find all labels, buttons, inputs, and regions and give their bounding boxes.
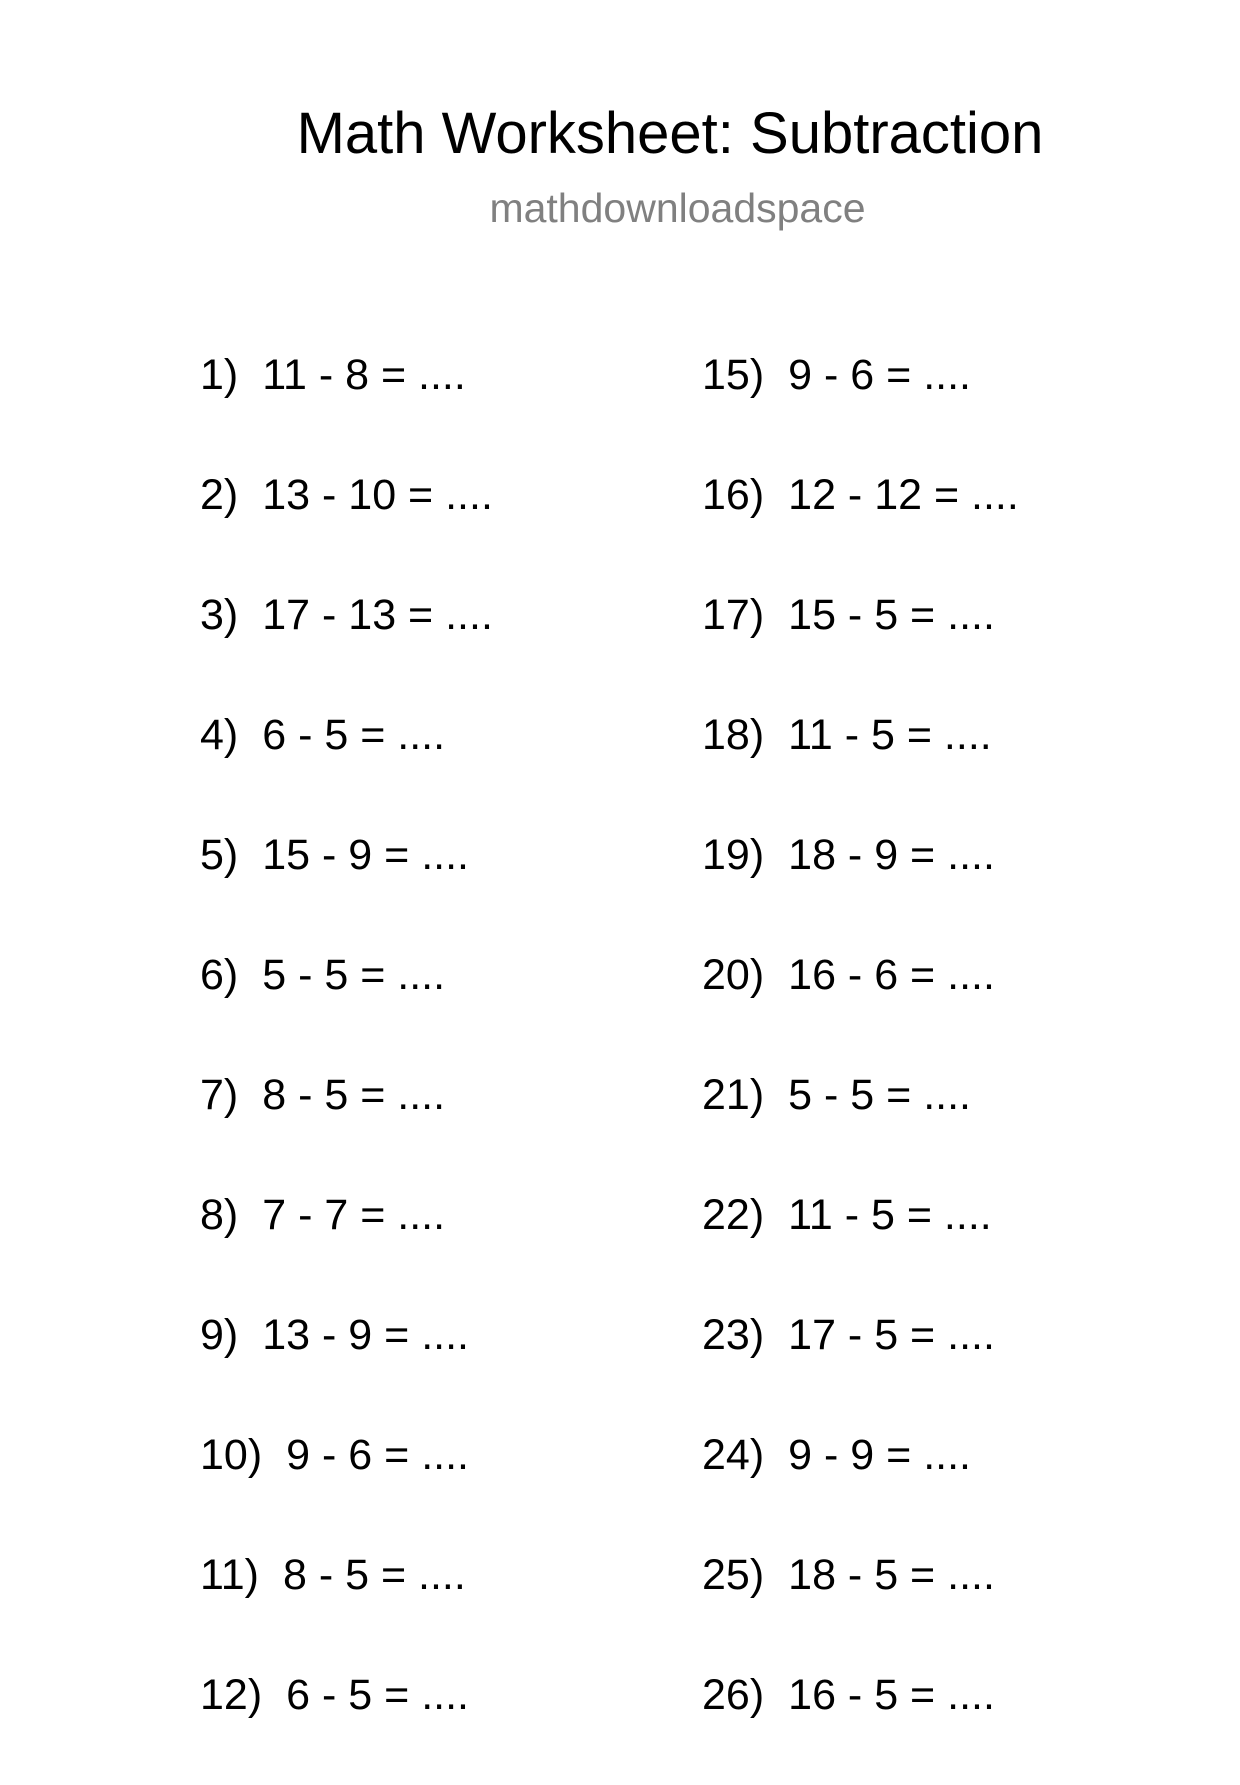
problem-number: 25)	[702, 1551, 765, 1599]
problem-expression: 8 - 5 = ....	[282, 1551, 466, 1599]
problem-number: 21)	[702, 1071, 765, 1119]
problem-number: 9)	[200, 1311, 239, 1359]
problem-item	[702, 825, 1019, 945]
problem-number: 26)	[702, 1671, 765, 1719]
problem-number: 2)	[200, 471, 239, 519]
problem-expression: 11 - 8 = ....	[262, 351, 466, 399]
problem-item	[200, 1065, 493, 1185]
problem-number: 22)	[702, 1191, 765, 1239]
problem-number: 3)	[200, 591, 239, 639]
problem-expression: 17 - 5 = ....	[788, 1311, 995, 1359]
problem-expression: 13 - 10 = ....	[262, 471, 493, 519]
problem-item	[702, 465, 1019, 585]
problem-item	[702, 1545, 1019, 1665]
problem-item	[702, 1425, 1019, 1545]
problem-item	[200, 1185, 493, 1305]
problem-column-right	[702, 345, 1019, 1785]
problem-item	[200, 1545, 493, 1665]
problem-number: 7)	[200, 1071, 239, 1119]
problem-item	[702, 585, 1019, 705]
page-title: Math Worksheet: Subtraction	[296, 101, 1044, 166]
problem-number: 12)	[200, 1671, 263, 1719]
problem-item	[702, 1065, 1019, 1185]
problem-expression: 15 - 9 = ....	[262, 831, 469, 879]
problem-column-left	[200, 345, 493, 1785]
problem-item	[200, 465, 493, 585]
problem-number: 17)	[702, 591, 765, 639]
problem-expression: 8 - 5 = ....	[262, 1071, 446, 1119]
problem-expression: 6 - 5 = ....	[286, 1671, 469, 1719]
problem-expression: 12 - 12 = ....	[788, 471, 1019, 519]
problem-expression: 9 - 6 = ....	[788, 351, 971, 399]
problem-item	[200, 1665, 493, 1785]
problem-number: 4)	[200, 711, 239, 759]
problem-number: 24)	[702, 1431, 765, 1479]
problem-number: 5)	[200, 831, 239, 879]
problem-number: 11)	[200, 1551, 259, 1599]
problem-number: 23)	[702, 1311, 765, 1359]
problem-number: 15)	[702, 351, 765, 399]
problem-item	[702, 1305, 1019, 1425]
problem-number: 19)	[702, 831, 765, 879]
problem-expression: 11 - 5 = ....	[788, 711, 992, 759]
problem-number: 20)	[702, 951, 765, 999]
problem-item	[200, 945, 493, 1065]
problem-expression: 18 - 5 = ....	[788, 1551, 995, 1599]
problem-item	[200, 1425, 493, 1545]
problem-number: 1)	[200, 351, 239, 399]
problem-number: 16)	[702, 471, 765, 519]
problem-expression: 6 - 5 = ....	[262, 711, 446, 759]
problem-item	[702, 1185, 1019, 1305]
problem-expression: 5 - 5 = ....	[788, 1071, 971, 1119]
problem-expression: 13 - 9 = ....	[262, 1311, 469, 1359]
problem-number: 10)	[200, 1431, 263, 1479]
problem-item	[200, 705, 493, 825]
problem-expression: 16 - 5 = ....	[788, 1671, 995, 1719]
problem-expression: 15 - 5 = ....	[788, 591, 995, 639]
page-subtitle: mathdownloadspace	[489, 185, 866, 231]
problem-expression: 17 - 13 = ....	[262, 591, 493, 639]
problem-item	[702, 1665, 1019, 1785]
problem-expression: 7 - 7 = ....	[262, 1191, 446, 1239]
problem-number: 6)	[200, 951, 239, 999]
problem-grid	[0, 345, 1240, 1725]
problem-number: 8)	[200, 1191, 239, 1239]
problem-item	[702, 705, 1019, 825]
problem-item	[200, 1305, 493, 1425]
problem-item	[200, 345, 493, 465]
problem-item	[200, 825, 493, 945]
problem-expression: 18 - 9 = ....	[788, 831, 995, 879]
problem-item	[200, 585, 493, 705]
problem-expression: 9 - 9 = ....	[788, 1431, 971, 1479]
problem-expression: 16 - 6 = ....	[788, 951, 995, 999]
problem-item	[702, 345, 1019, 465]
problem-expression: 9 - 6 = ....	[286, 1431, 469, 1479]
problem-expression: 5 - 5 = ....	[262, 951, 446, 999]
problem-item	[702, 945, 1019, 1065]
problem-number: 18)	[702, 711, 765, 759]
problem-expression: 11 - 5 = ....	[788, 1191, 992, 1239]
